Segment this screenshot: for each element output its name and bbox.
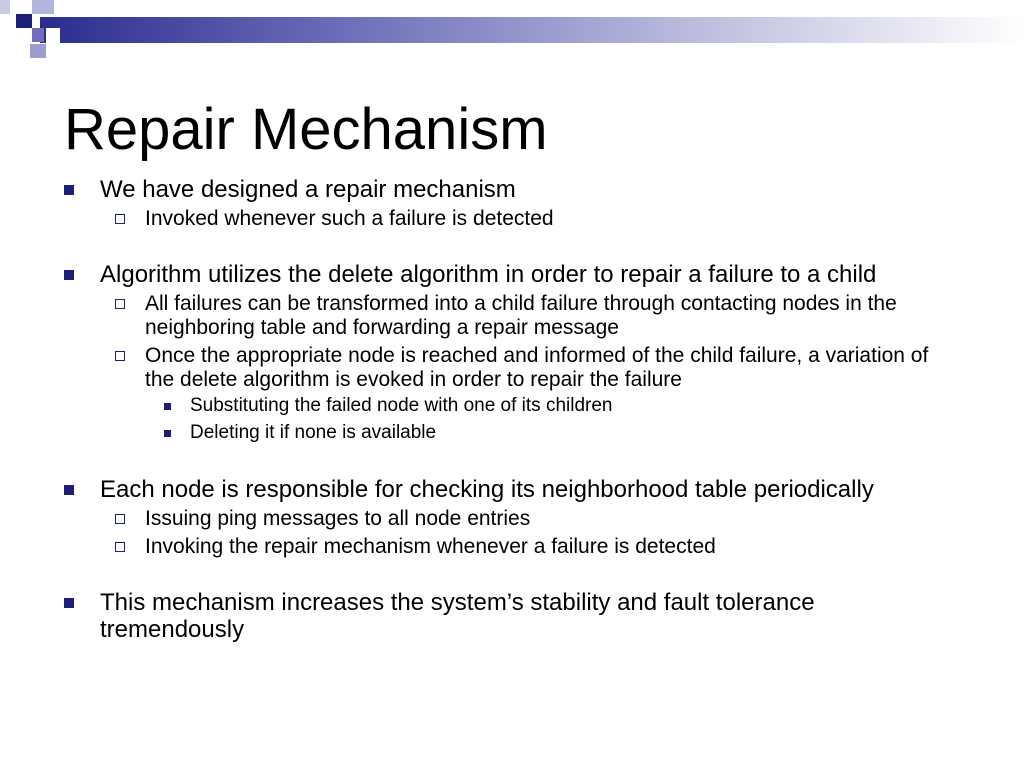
hollow-square-bullet-icon [115, 214, 125, 224]
decor-square [16, 14, 32, 28]
sub-bullet-item [100, 535, 962, 559]
decor-square [32, 0, 54, 14]
sub-bullet-item [100, 344, 962, 392]
decor-square [0, 0, 10, 14]
sub-sub-bullet-item [145, 392, 962, 419]
sub-bullet-text: Invoked whenever such a failure is detected [145, 207, 554, 230]
header-gradient-bar [40, 17, 1024, 43]
bullet-text: We have designed a repair mechanism [100, 176, 516, 203]
square-bullet-icon [64, 185, 74, 195]
bullet-item [62, 261, 962, 288]
bullet-item [62, 176, 962, 203]
decor-square [30, 44, 46, 58]
slide-body [62, 176, 962, 643]
sub-bullet-text: Invoking the repair mechanism whenever a failure is detected [145, 535, 716, 558]
hollow-square-bullet-icon [115, 542, 125, 552]
small-square-bullet-icon [164, 403, 171, 410]
bullet-text: This mechanism increases the system’s stability and fault tolerance tremendously [100, 589, 815, 643]
decor-square [32, 28, 44, 42]
sub-bullet-item [100, 207, 962, 231]
decor-square [46, 28, 60, 44]
hollow-square-bullet-icon [115, 351, 125, 361]
sub-bullet-text: All failures can be transformed into a child failure through contacting nodes in the neighboring table and forwarding a repair message [145, 292, 897, 339]
sub-bullet-text: Issuing ping messages to all node entries [145, 507, 531, 530]
square-bullet-icon [64, 598, 74, 608]
sub-sub-bullet-item [145, 419, 962, 446]
decor-square [10, 0, 18, 8]
bullet-text: Each node is responsible for checking its neighborhood table periodically [100, 476, 874, 503]
sub-bullet-item [100, 292, 962, 340]
square-bullet-icon [64, 270, 74, 280]
square-bullet-icon [64, 485, 74, 495]
sub-bullet-text: Once the appropriate node is reached and informed of the child failure, a variation of the delete algorithm is evoked in order to repair the failure [145, 344, 929, 391]
sub-bullet-item [100, 507, 962, 531]
bullet-item [62, 476, 962, 503]
decor-square [0, 28, 32, 42]
sub-sub-bullet-text: Substituting the failed node with one of its children [190, 395, 613, 416]
hollow-square-bullet-icon [115, 299, 125, 309]
bullet-text: Algorithm utilizes the delete algorithm in order to repair a failure to a child [100, 261, 877, 288]
sub-sub-bullet-text: Deleting it if none is available [190, 422, 437, 443]
hollow-square-bullet-icon [115, 514, 125, 524]
header-decoration [0, 0, 1024, 60]
slide-title: Repair Mechanism [64, 97, 548, 162]
bullet-item [62, 589, 962, 643]
small-square-bullet-icon [164, 430, 171, 437]
